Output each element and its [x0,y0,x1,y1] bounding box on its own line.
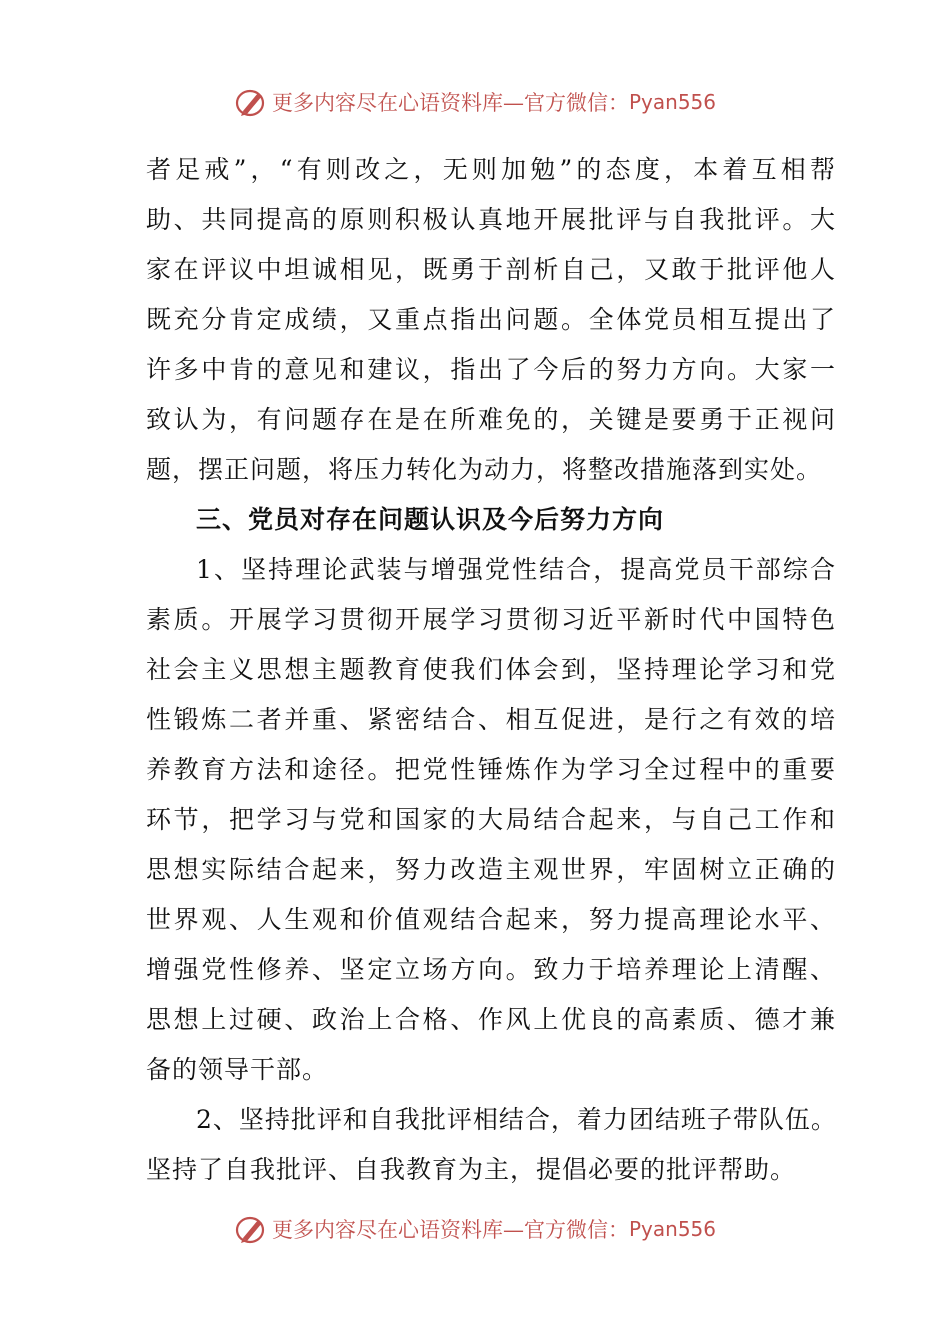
text-line: 备的领导干部。 [146,1055,329,1084]
pen-circle-logo-icon [234,1212,268,1246]
text-line: 思想上过硬、政治上合格、作风上优良的高素质、德才兼 [146,1005,836,1034]
header-banner-text: 更多内容尽在心语资料库—官方微信： [271,91,629,115]
text-line: 既充分肯定成绩，又重点指出问题。全体党员相互提出了 [146,305,836,334]
text-line: 致认为，有问题存在是在所难免的，关键是要勇于正视问 [146,405,836,434]
text-line: 世界观、人生观和价值观结合起来，努力提高理论水平、 [146,905,836,934]
text-line: 坚持了自我批评、自我教育为主，提倡必要的批评帮助。 [146,1155,797,1184]
text-line: 助、共同提高的原则积极认真地开展批评与自我批评。大 [146,205,836,234]
pen-circle-logo-icon [234,85,268,119]
text-line: 环节，把学习与党和国家的大局结合起来，与自己工作和 [146,805,836,834]
text-line: 性锻炼二者并重、紧密结合、相互促进，是行之有效的培 [146,705,836,734]
document-body [146,145,836,1195]
text-line: 家在评议中坦诚相见，既勇于剖析自己，又敢于批评他人 [146,255,836,284]
footer-banner-code: Pyan556 [628,1217,716,1241]
header-banner [0,82,950,122]
footer-banner [0,1209,950,1249]
footer-banner-text: 更多内容尽在心语资料库—官方微信： [271,1218,629,1242]
text-line: 素质。开展学习贯彻开展学习贯彻习近平新时代中国特色 [146,605,836,634]
header-banner-code: Pyan556 [628,90,716,114]
text-line: 许多中肯的意见和建议，指出了今后的努力方向。大家一 [146,355,836,384]
text-line: 题，摆正问题，将压力转化为动力，将整改措施落到实处。 [146,455,823,484]
text-line: 养教育方法和途径。把党性锤炼作为学习全过程中的重要 [146,755,836,784]
text-line: 思想实际结合起来，努力改造主观世界，牢固树立正确的 [146,855,836,884]
section-heading: 三、党员对存在问题认识及今后努力方向 [196,505,665,534]
text-line: 社会主义思想主题教育使我们体会到，坚持理论学习和党 [146,655,836,684]
text-line: 2、坚持批评和自我批评相结合，着力团结班子带队伍。 [196,1105,837,1134]
text-line: 者足戒”，“有则改之，无则加勉”的态度，本着互相帮 [146,155,836,184]
text-line: 1、坚持理论武装与增强党性结合，提高党员干部综合 [196,555,836,584]
text-line: 增强党性修养、坚定立场方向。致力于培养理论上清醒、 [146,955,836,984]
